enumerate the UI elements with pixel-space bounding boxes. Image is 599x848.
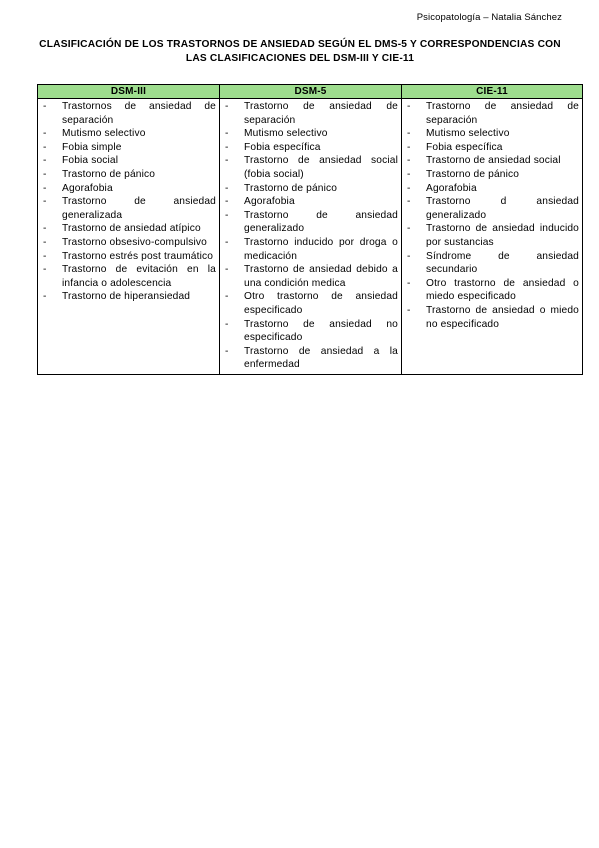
list-item: - Trastorno de ansiedad social xyxy=(405,154,579,168)
list-item: - Trastorno de evitación en la infancia o adolescencia xyxy=(41,263,216,290)
list-item: - Trastorno d ansiedad generalizado xyxy=(405,195,579,222)
list-item: - Mutismo selectivo xyxy=(41,127,216,141)
column-header-cie-11: CIE-11 xyxy=(402,85,583,99)
list-item: - Trastorno estrés post traumático xyxy=(41,250,216,264)
list-item: - Trastorno de ansiedad no especificado xyxy=(223,318,398,345)
column-header-dsm-iii: DSM-III xyxy=(38,85,220,99)
list-item: - Mutismo selectivo xyxy=(223,127,398,141)
list-item: - Trastorno de pánico xyxy=(405,168,579,182)
list-item: - Agorafobia xyxy=(405,182,579,196)
list-item: - Trastorno de ansiedad generalizado xyxy=(223,209,398,236)
list-item: - Síndrome de ansiedad secundario xyxy=(405,250,579,277)
list-item: - Trastorno de pánico xyxy=(41,168,216,182)
title-line-2: LAS CLASIFICACIONES DEL DSM-III Y CIE-11 xyxy=(185,53,415,64)
list-item: - Trastorno de ansiedad de separación xyxy=(223,100,398,127)
list-item: - Trastorno de ansiedad atípico xyxy=(41,222,216,236)
list-item: - Fobia específica xyxy=(223,141,398,155)
list-item: - Otro trastorno de ansiedad o miedo especificado xyxy=(405,277,579,304)
table-header-row xyxy=(38,85,583,99)
table-body-row xyxy=(38,99,583,375)
document-title xyxy=(30,38,570,66)
list-item: - Fobia específica xyxy=(405,141,579,155)
list-item: - Trastorno de ansiedad debido a una condición medica xyxy=(223,263,398,290)
list-item: - Trastorno de ansiedad social (fobia social) xyxy=(223,154,398,181)
list-item: - Otro trastorno de ansiedad especificado xyxy=(223,290,398,317)
list-item: - Trastorno de ansiedad a la enfermedad xyxy=(223,345,398,372)
running-head: Psicopatología – Natalia Sánchez xyxy=(416,12,562,23)
classification-table xyxy=(37,84,583,375)
list-item: - Fobia simple xyxy=(41,141,216,155)
list-item: - Trastorno obsesivo-compulsivo xyxy=(41,236,216,250)
column-cell-dsm-iii xyxy=(38,99,220,375)
title-line-1: CLASIFICACIÓN DE LOS TRASTORNOS DE ANSIEDAD SEGÚN EL DMS-5 Y CORRESPONDENCIAS CON xyxy=(39,39,561,50)
list-item: - Trastorno de ansiedad de separación xyxy=(405,100,579,127)
list-item: - Trastornos de ansiedad de separación xyxy=(41,100,216,127)
list-item: - Agorafobia xyxy=(41,182,216,196)
column-header-dsm-5: DSM-5 xyxy=(220,85,402,99)
list-item: - Trastorno de pánico xyxy=(223,182,398,196)
list-item: - Trastorno de ansiedad o miedo no especificado xyxy=(405,304,579,331)
list-item: - Mutismo selectivo xyxy=(405,127,579,141)
column-cell-cie-11 xyxy=(402,99,583,375)
list-item: - Trastorno de ansiedad inducido por sustancias xyxy=(405,222,579,249)
list-item: - Fobia social xyxy=(41,154,216,168)
column-cell-dsm-5 xyxy=(220,99,402,375)
disorder-list-cie-11 xyxy=(405,100,579,331)
list-item: - Trastorno de ansiedad generalizada xyxy=(41,195,216,222)
list-item: - Trastorno de hiperansiedad xyxy=(41,290,216,304)
list-item: - Trastorno inducido por droga o medicación xyxy=(223,236,398,263)
disorder-list-dsm-5 xyxy=(223,100,398,372)
list-item: - Agorafobia xyxy=(223,195,398,209)
disorder-list-dsm-iii xyxy=(41,100,216,304)
